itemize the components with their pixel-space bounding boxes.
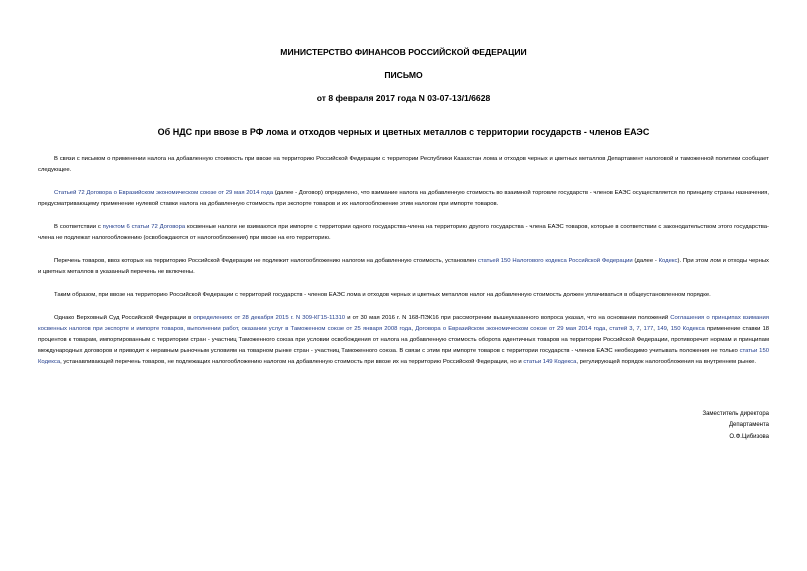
link-agreement-2008[interactable]: Соглашения о принципах взимания косвенных налогов при экспорте и импорте товаров, выполнении работ, оказании услуг в Таможенном союзе от 25 января 2008 года xyxy=(38,315,769,332)
paragraph-3-text-a: В соответствии с xyxy=(54,224,103,230)
ministry-heading: МИНИСТЕРСТВО ФИНАНСОВ РОССИЙСКОЙ ФЕДЕРАЦИИ xyxy=(280,47,527,57)
paragraph-4 xyxy=(38,256,769,278)
paragraph-6-sep-3: , xyxy=(632,326,637,332)
document-type: ПИСЬМО xyxy=(384,70,423,80)
paragraph-2-text: (далее - Договор) определено, что взимание налога на добавленную стоимость во взаимной торговле государств - членов ЕАЭС осуществляется по принципу страны назначения, предусматривающему применение нулевой ставки налога на добавленную стоимость при экспорте товаров и их налогообложение этим налогом при импорте товаров. xyxy=(38,190,769,207)
paragraph-6-sep-1: , xyxy=(411,326,416,332)
paragraph-6-text-d: , устанавливающей перечень товаров, не подлежащих налогообложению налогом на добавленную стоимость при ввозе их на территорию Российской Федерации, но и xyxy=(60,359,524,365)
link-article-7[interactable]: 7 xyxy=(636,326,640,332)
paragraph-6-sep-4: , xyxy=(639,326,644,332)
paragraph-1 xyxy=(38,154,769,176)
paragraph-6-text-b: и от 30 мая 2016 г. N 168-ПЭК16 при рассмотрении вышеуказанного вопроса указал, что на основании положений xyxy=(345,315,671,321)
link-point-6-article-72[interactable]: пунктом 6 статьи 72 Договора xyxy=(102,224,186,230)
paragraph-4-text-c: ). При этом лом и отходы черных и цветных металлов в указанный перечень не включены. xyxy=(38,258,770,275)
document-subject: Об НДС при ввозе в РФ лома и отходов черных и цветных металлов с территории государств - членов ЕАЭС xyxy=(157,127,650,137)
link-article-150-code-2[interactable]: статьи 150 Кодекса xyxy=(38,348,769,365)
link-article-149-code[interactable]: статьи 149 Кодекса xyxy=(523,359,577,365)
paragraph-3 xyxy=(38,222,769,244)
paragraph-4-text-a: Перечень товаров, ввоз которых на территорию Российской Федерации не подлежит налогообложению налогом на добавленную стоимость, установлен xyxy=(54,258,478,264)
signature-position: Заместитель директора xyxy=(702,411,769,417)
paragraph-1-text: В связи с письмом о применении налога на добавленную стоимость при ввозе на территорию Российской Федерации с территории Республики Казахстан лома и отходов черных и цветных металлов Департамент налоговой и таможенной политики сообщает следующее. xyxy=(38,156,769,173)
link-articles-3[interactable]: статей 3 xyxy=(609,326,633,332)
paragraph-6-sep-5: , xyxy=(653,326,658,332)
link-article-149[interactable]: 149 xyxy=(657,326,667,332)
paragraph-6-sep-6: , xyxy=(666,326,671,332)
paragraph-6-text-a: Однако Верховный Суд Российской Федерации в xyxy=(54,315,194,321)
paragraph-6 xyxy=(38,313,769,368)
paragraph-6-text-c: применение ставки 18 процентов к товарам, импортированным с территории стран - участниц Таможенного союза при условии освобождения от налога на добавленную стоимость оборота идентичных товаров на территории Российской Федерации, противоречит нормам и принципам международных договоров и приводит к неравным рыночным условиям на товарном рынке стран - участниц Таможенного союза. В связи с этим при импорте товаров с территории государств - членов ЕАЭС необходимо учитывать положения не только xyxy=(38,326,770,354)
link-code[interactable]: Кодекс xyxy=(658,258,678,264)
link-eaeu-treaty[interactable]: Договора о Евразийском экономическом союзе от 29 мая 2014 года xyxy=(415,326,606,332)
link-article-177[interactable]: 177 xyxy=(643,326,654,332)
paragraph-6-sep-2: , xyxy=(605,326,610,332)
link-court-determinations[interactable]: определениях от 28 декабря 2015 г. N 309-КГ15-11310 xyxy=(193,315,346,321)
link-article-72-treaty[interactable]: Статьей 72 Договора о Евразийском экономическом союзе от 29 мая 2014 года xyxy=(54,190,273,196)
paragraph-5-text: Таким образом, при ввозе на территорию Российской Федерации с территорий государств - членов ЕАЭС лома и отходов черных и цветных металлов налог на добавленную стоимость должен уплачиваться в общеустановленном порядке. xyxy=(54,292,711,298)
document-body xyxy=(38,154,769,380)
paragraph-4-text-b: (далее - xyxy=(632,258,659,264)
signature-department: Департамента xyxy=(728,422,769,429)
signature-block xyxy=(702,409,769,443)
link-article-150-code[interactable]: 150 Кодекса xyxy=(670,326,705,332)
document-date-number: от 8 февраля 2017 года N 03-07-13/1/6628 xyxy=(316,93,491,103)
paragraph-6-text-e: , регулирующей порядок налогообложения на внутреннем рынке. xyxy=(576,359,757,365)
paragraph-2 xyxy=(38,188,769,210)
paragraph-3-text-b: косвенные налоги не взимаются при импорте с территории одного государства-члена на территорию другого государства - члена ЕАЭС товаров, которые в соответствии с законодательством этого государства-члена не подлежат налогообложению (освобождаются от налогообложения) при ввозе на его территорию. xyxy=(38,224,770,241)
signature-name: О.Ф.Цибизова xyxy=(729,433,769,440)
link-article-150-tax-code[interactable]: статьей 150 Налогового кодекса Российской Федерации xyxy=(477,258,633,264)
paragraph-5 xyxy=(38,290,769,301)
